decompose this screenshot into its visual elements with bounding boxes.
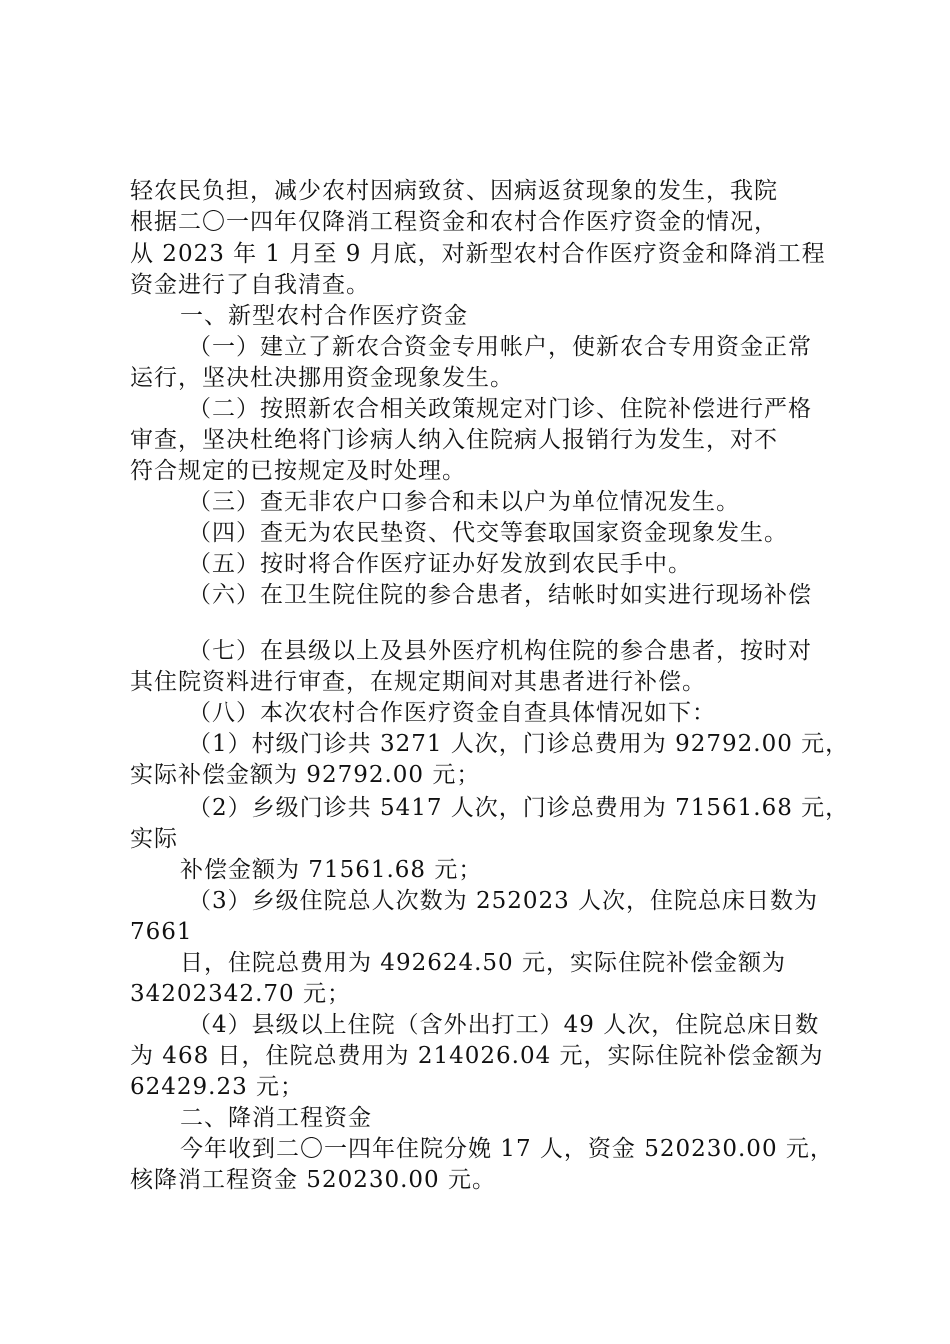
paragraph-line: 补偿金额为 71561.68 元； <box>180 857 483 883</box>
section-heading: 二、降消工程资金 <box>180 1105 372 1131</box>
section-heading: 一、新型农村合作医疗资金 <box>180 303 468 329</box>
paragraph-line: 为 468 日，住院总费用为 214026.04 元，实际住院补偿金额为 <box>130 1043 824 1069</box>
paragraph-line: （六）在卫生院住院的参合患者，结帐时如实进行现场补偿 <box>188 582 812 608</box>
paragraph-line: （二）按照新农合相关政策规定对门诊、住院补偿进行严格 <box>188 396 812 422</box>
paragraph-line: （3）乡级住院总人次数为 252023 人次，住院总床日数为 <box>188 888 819 914</box>
paragraph-line: 其住院资料进行审查，在规定期间对其患者进行补偿。 <box>130 669 706 695</box>
paragraph-line: 核降消工程资金 520230.00 元。 <box>130 1167 496 1193</box>
paragraph-line: 运行，坚决杜决挪用资金现象发生。 <box>130 365 514 391</box>
paragraph-line: 符合规定的已按规定及时处理。 <box>130 458 466 484</box>
paragraph-line: 实际补偿金额为 92792.00 元； <box>130 762 481 788</box>
paragraph-line: 审查，坚决杜绝将门诊病人纳入住院病人报销行为发生，对不 <box>130 427 778 453</box>
paragraph-line: 根据二〇一四年仅降消工程资金和农村合作医疗资金的情况， <box>130 209 778 235</box>
paragraph-line: （4）县级以上住院（含外出打工）49 人次，住院总床日数 <box>188 1012 820 1038</box>
paragraph-line: 62429.23 元； <box>130 1074 305 1100</box>
paragraph-line: 日，住院总费用为 492624.50 元，实际住院补偿金额为 <box>180 950 786 976</box>
paragraph-line: （八）本次农村合作医疗资金自查具体情况如下： <box>188 700 716 726</box>
paragraph-line: 今年收到二〇一四年住院分娩 17 人，资金 520230.00 元， <box>180 1136 834 1162</box>
paragraph-line: （五）按时将合作医疗证办好发放到农民手中。 <box>188 551 692 577</box>
paragraph-line: （1）村级门诊共 3271 人次，门诊总费用为 92792.00 元， <box>188 731 850 757</box>
paragraph-line: 从 2023 年 1 月至 9 月底，对新型农村合作医疗资金和降消工程 <box>130 241 826 267</box>
paragraph-line: 实际 <box>130 826 178 852</box>
paragraph-line: （三）查无非农户口参合和未以户为单位情况发生。 <box>188 489 740 515</box>
paragraph-line: （四）查无为农民垫资、代交等套取国家资金现象发生。 <box>188 520 788 546</box>
paragraph-line: 资金进行了自我清查。 <box>130 272 370 298</box>
paragraph-line: 34202342.70 元； <box>130 981 351 1007</box>
paragraph-line: 7661 <box>130 919 193 945</box>
paragraph-line: 轻农民负担，减少农村因病致贫、因病返贫现象的发生，我院 <box>130 178 778 204</box>
paragraph-line: （一）建立了新农合资金专用帐户，使新农合专用资金正常 <box>188 334 812 360</box>
paragraph-line: （七）在县级以上及县外医疗机构住院的参合患者，按时对 <box>188 638 812 664</box>
paragraph-line: （2）乡级门诊共 5417 人次，门诊总费用为 71561.68 元， <box>188 795 850 821</box>
